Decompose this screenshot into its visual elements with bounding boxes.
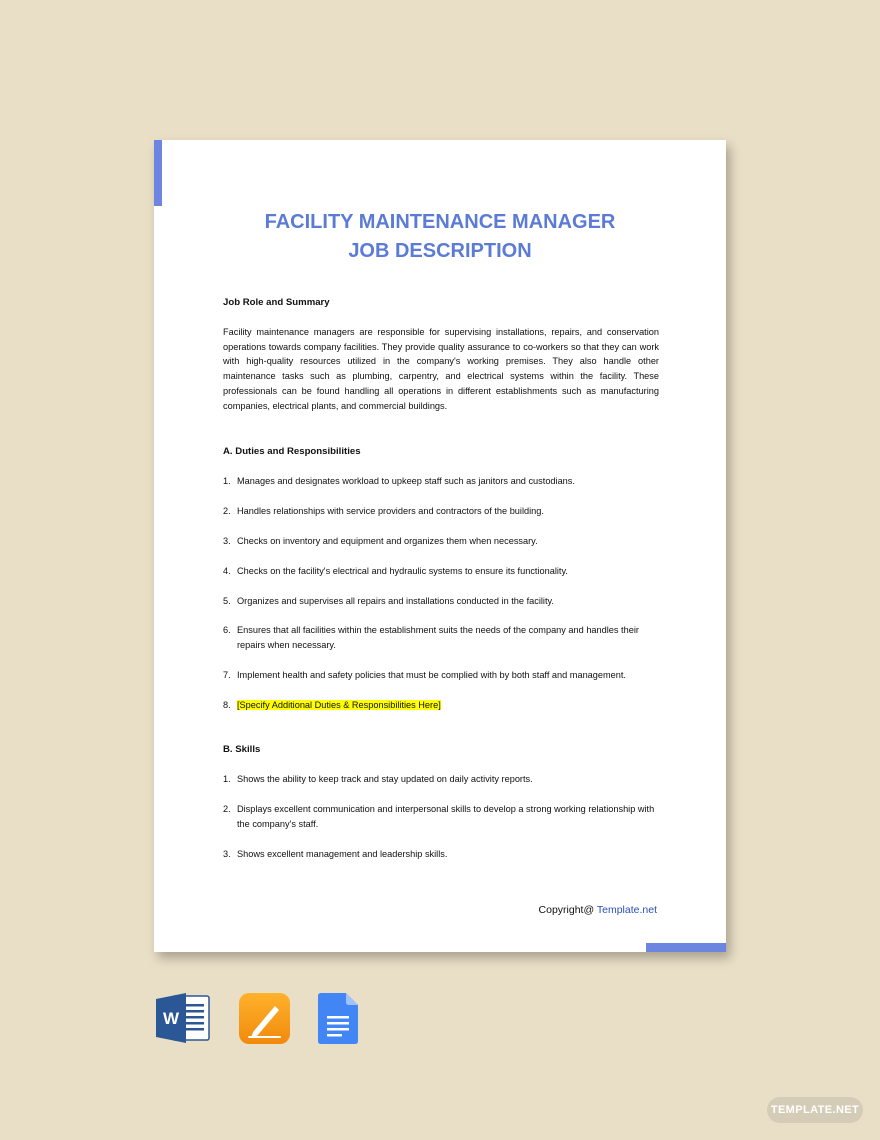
summary-paragraph: Facility maintenance managers are responsible for supervising installations, repairs, and conservation operations towards company facilities. They provide quality assurance to co-workers so that they can work with high-quality resources utilized in the company's working premises. They also handle other maintenance tasks such as plumbing, carpentry, and electrical systems within the facility. These professionals can be found handling all operations in different establishments such as manufacturing companies, electrical plants, and commercial buildings. <box>223 326 659 411</box>
title-line-1: FACILITY MAINTENANCE MANAGER <box>264 211 616 233</box>
list-item <box>223 594 659 609</box>
title-line-2: JOB DESCRIPTION <box>348 240 532 262</box>
item-number: 4. <box>223 565 231 576</box>
template-link[interactable]: Template.net <box>596 904 657 916</box>
left-accent-bar <box>154 140 162 206</box>
skills-heading: B. Skills <box>223 743 261 755</box>
item-number: 7. <box>223 669 231 680</box>
document-title <box>154 208 726 266</box>
bottom-accent-bar <box>646 943 726 952</box>
placeholder-highlight[interactable]: [Specify Additional Duties & Responsibilities Here] <box>237 699 441 710</box>
item-text: Ensures that all facilities within the establishment suits the needs of the company and handles their repairs when necessary. <box>237 625 639 651</box>
item-text: Displays excellent communication and interpersonal skills to develop a strong working relationship with the company's staff. <box>237 804 655 829</box>
list-item <box>223 847 659 862</box>
copyright-line <box>539 904 657 916</box>
item-text: Handles relationships with service providers and contractors of the building. <box>237 506 544 517</box>
list-item <box>223 802 659 832</box>
skills-list <box>223 772 659 861</box>
list-item <box>223 564 659 579</box>
duties-list <box>223 474 659 712</box>
pages-icon[interactable] <box>239 993 290 1049</box>
item-text: Checks on the facility's electrical and hydraulic systems to ensure its functionality. <box>237 565 568 576</box>
item-text: Implement health and safety policies that must be complied with by both staff and management. <box>237 669 626 680</box>
list-item <box>223 474 659 489</box>
item-number: 1. <box>223 774 231 785</box>
word-icon[interactable] <box>156 993 210 1048</box>
item-text: Shows excellent management and leadership skills. <box>237 848 448 859</box>
list-item <box>223 698 659 713</box>
list-item <box>223 772 659 787</box>
list-item <box>223 534 659 549</box>
list-item <box>223 623 659 653</box>
item-number: 5. <box>223 595 231 606</box>
summary-heading: Job Role and Summary <box>223 297 330 308</box>
document-body <box>223 296 659 862</box>
item-number: 2. <box>223 804 231 815</box>
item-number: 1. <box>223 476 231 487</box>
google-docs-icon[interactable] <box>318 993 358 1049</box>
item-number: 3. <box>223 848 231 859</box>
item-number: 3. <box>223 535 231 546</box>
item-text: Organizes and supervises all repairs and installations conducted in the facility. <box>237 595 554 606</box>
duties-heading: A. Duties and Responsibilities <box>223 445 361 457</box>
template-net-badge[interactable]: TEMPLATE.NET <box>767 1097 863 1123</box>
item-text: Shows the ability to keep track and stay updated on daily activity reports. <box>237 774 533 785</box>
document-page <box>154 140 726 952</box>
item-number: 8. <box>223 699 231 710</box>
item-number: 6. <box>223 625 231 636</box>
item-number: 2. <box>223 506 231 517</box>
item-text: Checks on inventory and equipment and organizes them when necessary. <box>237 535 538 546</box>
item-text: Manages and designates workload to upkeep staff such as janitors and custodians. <box>237 476 575 487</box>
list-item <box>223 668 659 683</box>
copyright-prefix: Copyright@ <box>538 904 595 916</box>
list-item <box>223 504 659 519</box>
word-letter: W <box>162 1009 180 1028</box>
